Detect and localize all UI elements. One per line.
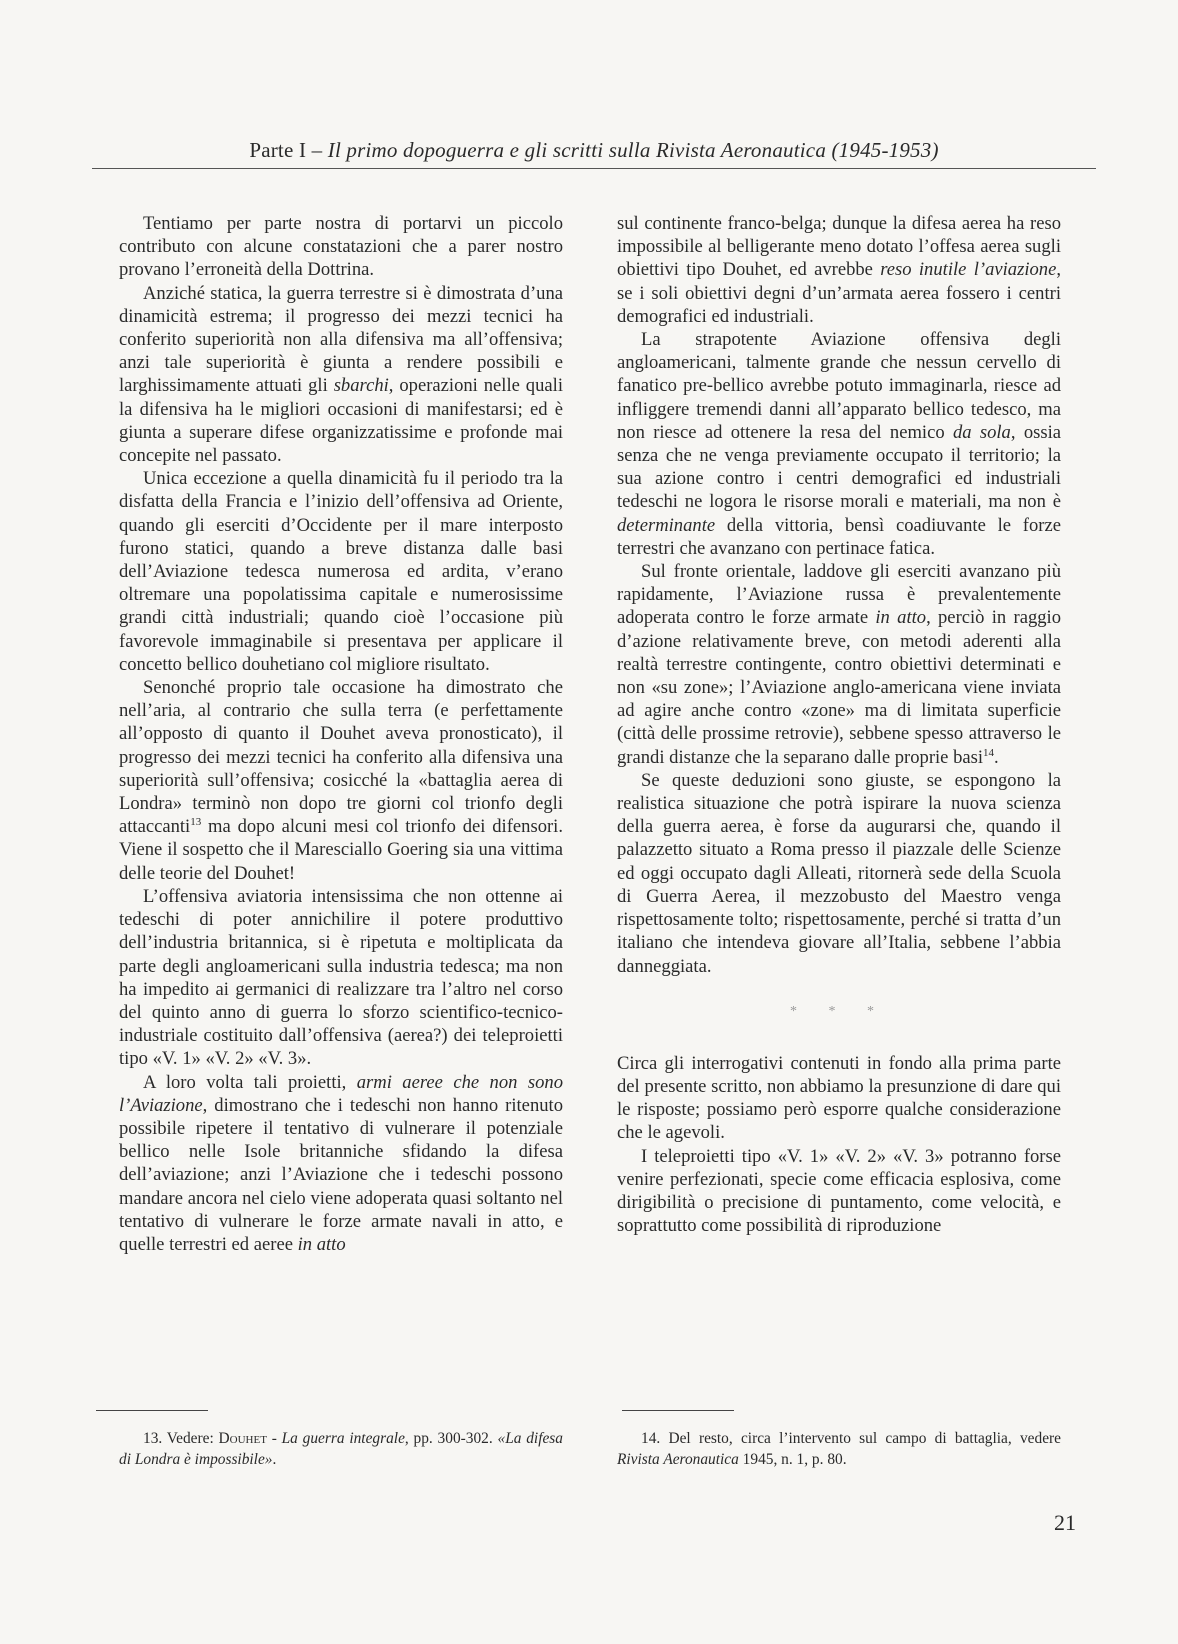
paragraph <box>617 1052 1061 1145</box>
paragraph-text: L’offensiva aviatoria intensissima che non ottenne ai tedeschi di poter annichilire il potere produttivo dell’industria britannica, si è ripetuta e moltiplicata da parte degli angloamericani sulla industria tedesca; ma non ha impedito ai germanici di realizzare tra l’altro nel corso del quinto anno di guerra lo sforzo scientifico-tecnico-industriale costituito dall’offensiva (aerea?) dei teleproietti tipo «V. 1» «V. 2» «V. 3». <box>119 885 563 1070</box>
paragraph <box>119 676 563 885</box>
footnote-rule <box>622 1410 734 1411</box>
paragraph-text: della vittoria, bensì coadiuvante le forze terrestri che avanzano con pertinace fatica. <box>617 514 1061 559</box>
left-column <box>119 212 563 1256</box>
paragraph-text: , se i soli obiettivi degni d’un’armata aerea fossero i centri demografici ed industriali. <box>617 259 1061 327</box>
paragraph <box>617 560 1061 769</box>
emphasis: determinante <box>617 514 716 536</box>
footnote-ref: 13 <box>190 816 202 829</box>
footnote-pages: , pp. 300-302. <box>404 1430 493 1447</box>
footnote-title: La guerra integrale <box>281 1430 405 1447</box>
emphasis: da sola <box>952 421 1011 443</box>
footnote-body: 1945, n. 1, p. 80. <box>738 1451 847 1468</box>
footnote-separator: - <box>266 1430 282 1447</box>
paragraph <box>617 328 1061 560</box>
paragraph-text: Tentiamo per parte nostra di portarvi un piccolo contributo con alcune constatazioni che a parer nostro provano l’erroneità della Dottrina. <box>119 213 563 281</box>
paragraph-text: I teleproietti tipo «V. 1» «V. 2» «V. 3» potranno forse venire perfezionati, specie come efficacia esplosiva, come dirigibilità o precisione di puntamento, come velocità, e soprattutto come possibilità di riproduzione <box>617 1145 1061 1237</box>
footnote-number: 13. Vedere: <box>143 1430 219 1447</box>
paragraph-text: ma dopo alcuni mesi col trionfo dei difensori. Viene il sospetto che il Maresciallo Goering sia una vittima delle teorie del Douhet! <box>119 816 563 884</box>
paragraph-text: Se queste deduzioni sono giuste, se espongono la realistica situazione che potrà ispirare la nuova scienza della guerra aerea, è forse da augurarsi che, quando il palazzetto situato a Roma presso il piazzale delle Scienze ed oggi occupato dagli Alleati, ritornerà sede della Scuola di Guerra Aerea, il mezzobusto del Maestro venga rispettosamente tolto; rispettosamente, perché si tratta d’un italiano che intendeva giovare all’Italia, sebbene l’abbia danneggiata. <box>617 769 1061 977</box>
paragraph <box>119 885 563 1071</box>
paragraph <box>119 282 563 468</box>
header-part: Parte I – <box>249 138 328 162</box>
paragraph <box>119 467 563 676</box>
paragraph-text: La strapotente Aviazione offensiva degli angloamericani, talmente grande che nessun cervello di fanatico pre-bellico avrebbe potuto immaginarla, riesce ad infliggere tremendi danni all’apparato bellico tedesco, ma non riesce ad ottenere la resa del nemico <box>617 329 1061 443</box>
footnote-ref: 14 <box>983 746 995 759</box>
header-title: Il primo dopoguerra e gli scritti sulla Rivista Aeronautica (1945-1953) <box>327 138 939 162</box>
paragraph-text: Circa gli interrogativi contenuti in fondo alla prima parte del presente scritto, non abbiamo la presunzione di dare qui le risposte; possiamo però esporre qualche considerazione che le agevoli. <box>617 1052 1061 1144</box>
paragraph <box>119 1071 563 1257</box>
paragraph-text: , dimostrano che i tedeschi non hanno ritenuto possibile ripetere il tentativo di vulnerare il potenziale bellico nelle Isole britanniche sfidando la difesa dell’aviazione; anzi l’Aviazione che i tedeschi possono mandare ancora nel cielo viene adoperata quasi soltanto nel tentativo di vulnerare le forze armate navali in atto, e quelle terrestri ed aeree <box>119 1094 563 1255</box>
footnote-text <box>617 1428 1061 1470</box>
footnote-rule <box>96 1410 208 1411</box>
paragraph-text: Unica eccezione a quella dinamicità fu il periodo tra la disfatta della Francia e l’inizio dell’offensiva ad Oriente, quando gli eserciti d’Occidente per il mare interposto furono statici, quando a breve distanza dalle basi dell’Aviazione tedesca numerosa ed ardita, v’erano oltremare una popolatissima capitale e numerosissime grandi città industriali; quando cioè l’occasione più favorevole immaginabile si presentava per applicare il concetto bellico douhetiano col migliore risultato. <box>119 468 563 675</box>
paragraph <box>119 212 563 282</box>
emphasis: armi aeree che non sono l’Aviazione <box>119 1071 563 1116</box>
footnote-title: Rivista Aeronautica <box>617 1451 739 1468</box>
page-number: 21 <box>1054 1510 1076 1535</box>
emphasis: reso inutile l’aviazione <box>880 259 1057 281</box>
paragraph-text: sul continente franco-belga; dunque la difesa aerea ha reso impossibile al belligerante meno dotato l’offesa aerea sugli obiettivi tipo Douhet, ed avrebbe <box>617 213 1061 281</box>
footnote-quote: «La difesa di Londra è impossibile» <box>119 1430 563 1468</box>
footnote-end: . <box>272 1451 277 1468</box>
paragraph-text: Anziché statica, la guerra terrestre si è dimostrata d’una dinamicità estrema; il progresso dei mezzi tecnici ha conferito superiorità non alla difensiva ma all’offensiva; anzi tale superiorità è giunta a rendere possibili e larghissimamente attuati gli <box>119 282 563 397</box>
emphasis: sbarchi <box>333 375 389 397</box>
paragraph-text: , ossia senza che ne venga previamente occupato il territorio; la sua azione contro i centri demografici ed industriali tedeschi ne logora le risorse morali e materiali, ma non è <box>617 421 1062 513</box>
right-column <box>617 212 1061 1237</box>
footnote-author: Douhet <box>218 1430 267 1447</box>
paragraph-text: Senonché proprio tale occasione ha dimostrato che nell’aria, al contrario che sulla terra (e perfettamente all’opposto di quanto il Douhet aveva pronosticato), il progresso dei mezzi tecnici ha conferito alla difensiva una superiorità sull’offensiva; cosicché la «battaglia aerea di Londra» terminò non dopo tre giorni col trionfo degli attaccanti <box>119 677 563 838</box>
running-header <box>92 138 1096 163</box>
section-separator: * * * <box>790 1003 888 1019</box>
paragraph-text: , operazioni nelle quali la difensiva ha le migliori occasioni di manifestarsi; ed è giunta a superare difese organizzatissime e profonde mai concepite nel passato. <box>119 375 563 467</box>
emphasis: in atto <box>875 607 927 629</box>
header-rule <box>92 168 1096 169</box>
paragraph <box>617 1145 1061 1238</box>
paragraph-text: , perciò in raggio d’azione relativamente breve, con metodi aderenti alla realtà terrestre contingente, contro obiettivi determinati e non «su zone»; l’Aviazione anglo-americana viene inviata ad agire anche contro «zone» ma di limitata superficie (città delle prossime retrovie), sebbene spesso attraverso le grandi distanze che la separano dalle proprie basi <box>617 607 1062 768</box>
emphasis: in atto <box>297 1233 346 1255</box>
paragraph-text: A loro volta tali proietti, <box>143 1071 357 1093</box>
footnote-body: 14. Del resto, circa l’intervento sul campo di battaglia, vedere <box>641 1430 1061 1447</box>
footnote-text <box>119 1428 563 1470</box>
paragraph-text: Sul fronte orientale, laddove gli eserciti avanzano più rapidamente, l’Aviazione russa è prevalentemente adoperata contro le forze armate <box>617 561 1061 629</box>
footnote-14 <box>617 1428 1061 1470</box>
footnote-13 <box>119 1428 563 1470</box>
paragraph-text: . <box>994 746 999 768</box>
paragraph <box>617 212 1061 328</box>
paragraph <box>617 769 1061 978</box>
